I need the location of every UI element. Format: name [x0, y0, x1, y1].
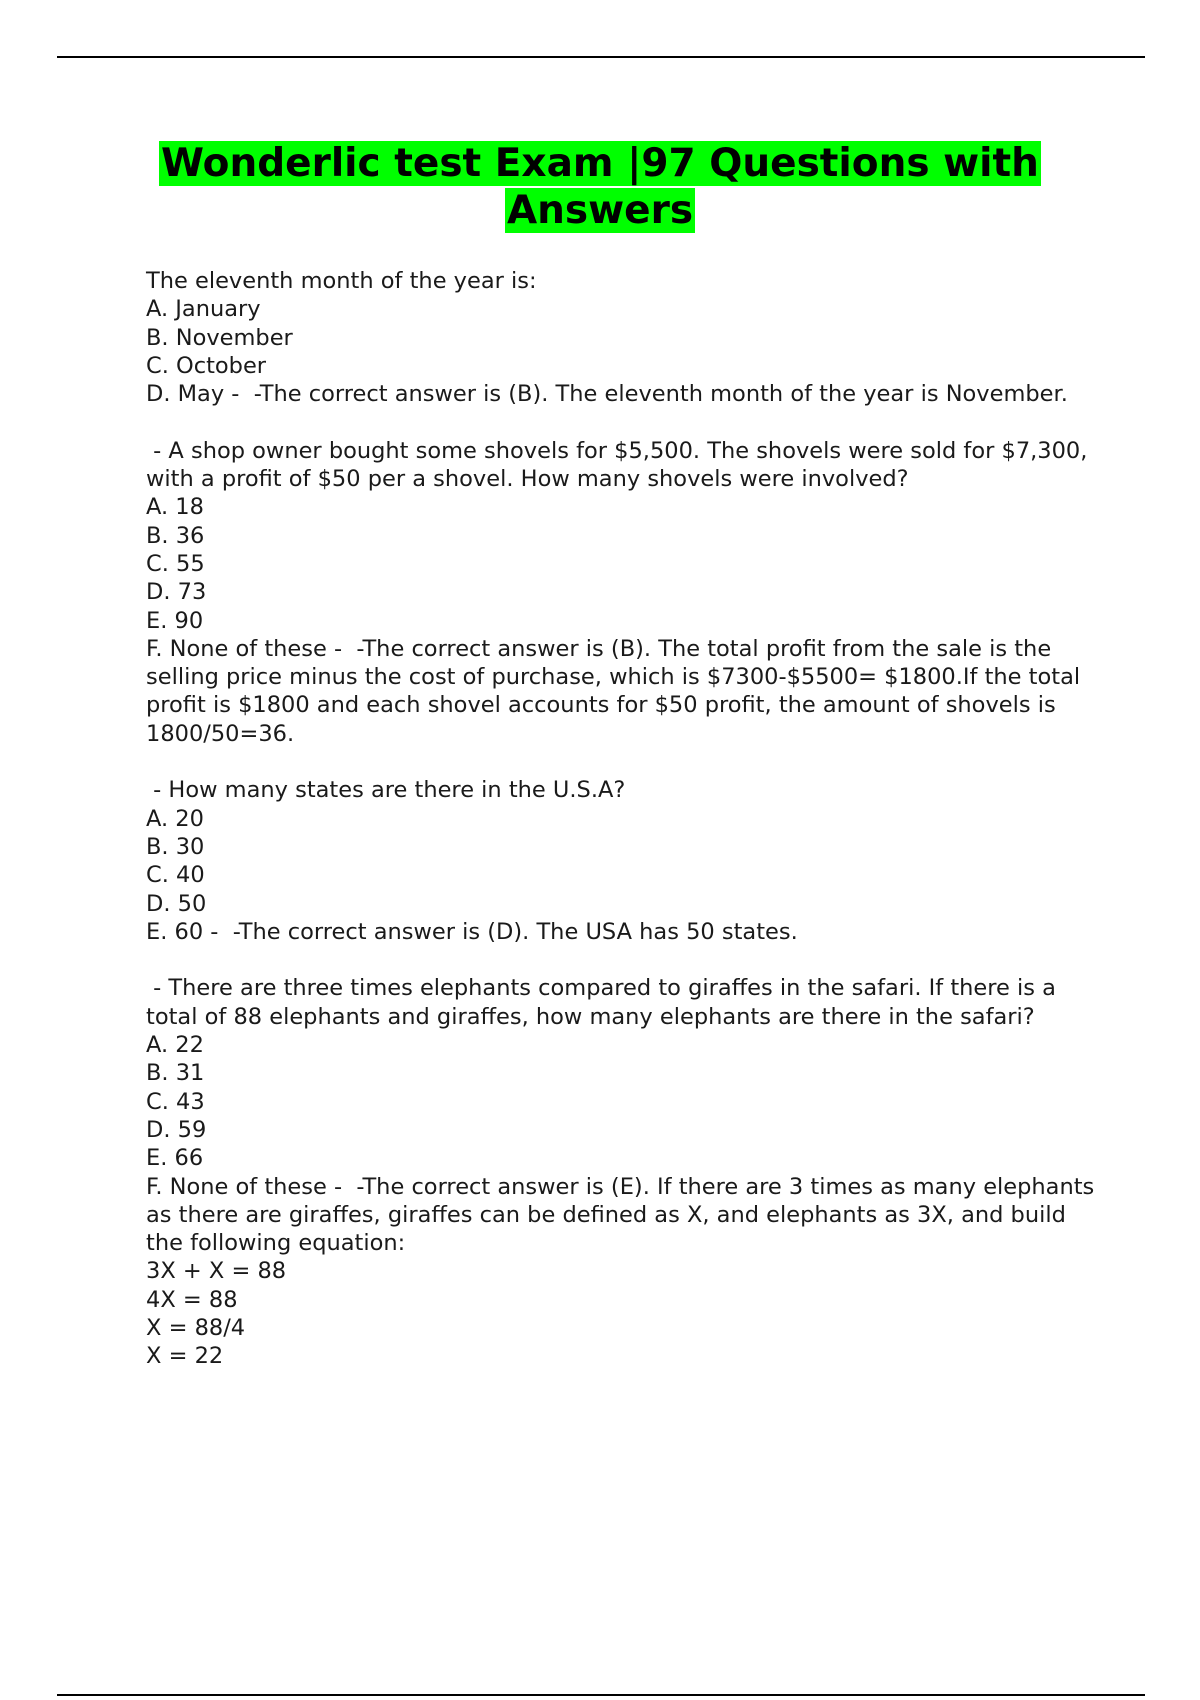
answer-option: B. 31 — [146, 1060, 205, 1087]
answer-option: D. 59 — [146, 1116, 207, 1143]
answer-option-with-explanation: F. None of these - -The correct answer is (B). The total profit from the sale is the selling price minus the cost of purchase, which is $7300-$5500= $1800.If the total profit is $1800 and each shovel accounts for $50 profit, the amount of shovels is 1800/50=36. — [146, 635, 1088, 747]
answer-option: A. 18 — [146, 494, 204, 521]
answer-option-with-explanation: F. None of these - -The correct answer is (E). If there are 3 times as many elephants as there are giraffes, giraffes can be defined as X, and elephants as 3X, and build the following equation: — [146, 1173, 1102, 1257]
question-block — [146, 776, 1096, 946]
question-block — [146, 267, 1096, 408]
answer-option: A. 22 — [146, 1032, 204, 1059]
question-text: - How many states are there in the U.S.A? — [146, 777, 626, 804]
title-line-1: Wonderlic test Exam |97 Questions with — [161, 141, 1039, 186]
title-line-2: Answers — [506, 188, 694, 233]
answer-option: E. 90 — [146, 607, 204, 634]
answer-option: C. 40 — [146, 862, 205, 889]
footer-rule — [57, 1694, 1145, 1696]
equation-line: 3X + X = 88 — [146, 1258, 287, 1285]
document-title — [100, 140, 1100, 234]
question-block — [146, 437, 1096, 748]
question-block — [146, 974, 1102, 1370]
answer-option: B. 30 — [146, 833, 205, 860]
answer-option: B. 36 — [146, 522, 205, 549]
equation-line: X = 88/4 — [146, 1314, 246, 1341]
answer-option-with-explanation: E. 60 - -The correct answer is (D). The USA has 50 states. — [146, 918, 798, 945]
answer-option: B. November — [146, 324, 293, 351]
answer-option: A. January — [146, 296, 261, 323]
question-text: - A shop owner bought some shovels for $5,500. The shovels were sold for $7,300, with a profit of $50 per a shovel. How many shovels were involved? — [146, 437, 1095, 493]
equation-line: 4X = 88 — [146, 1286, 238, 1313]
question-text: The eleventh month of the year is: — [146, 268, 537, 294]
equation-line: X = 22 — [146, 1343, 224, 1370]
header-rule — [57, 56, 1145, 58]
answer-option: A. 20 — [146, 805, 204, 832]
answer-option: D. 50 — [146, 890, 207, 917]
answer-option: E. 66 — [146, 1145, 204, 1172]
answer-option: D. 73 — [146, 579, 207, 606]
answer-option: C. 55 — [146, 550, 205, 577]
question-list — [146, 267, 1102, 1371]
answer-option-with-explanation: D. May - -The correct answer is (B). The eleventh month of the year is November. — [146, 381, 1068, 408]
question-text: - There are three times elephants compared to giraffes in the safari. If there is a total of 88 elephants and giraffes, how many elephants are there in the safari? — [146, 975, 1064, 1030]
answer-option: C. October — [146, 352, 267, 379]
answer-option: C. 43 — [146, 1088, 205, 1115]
